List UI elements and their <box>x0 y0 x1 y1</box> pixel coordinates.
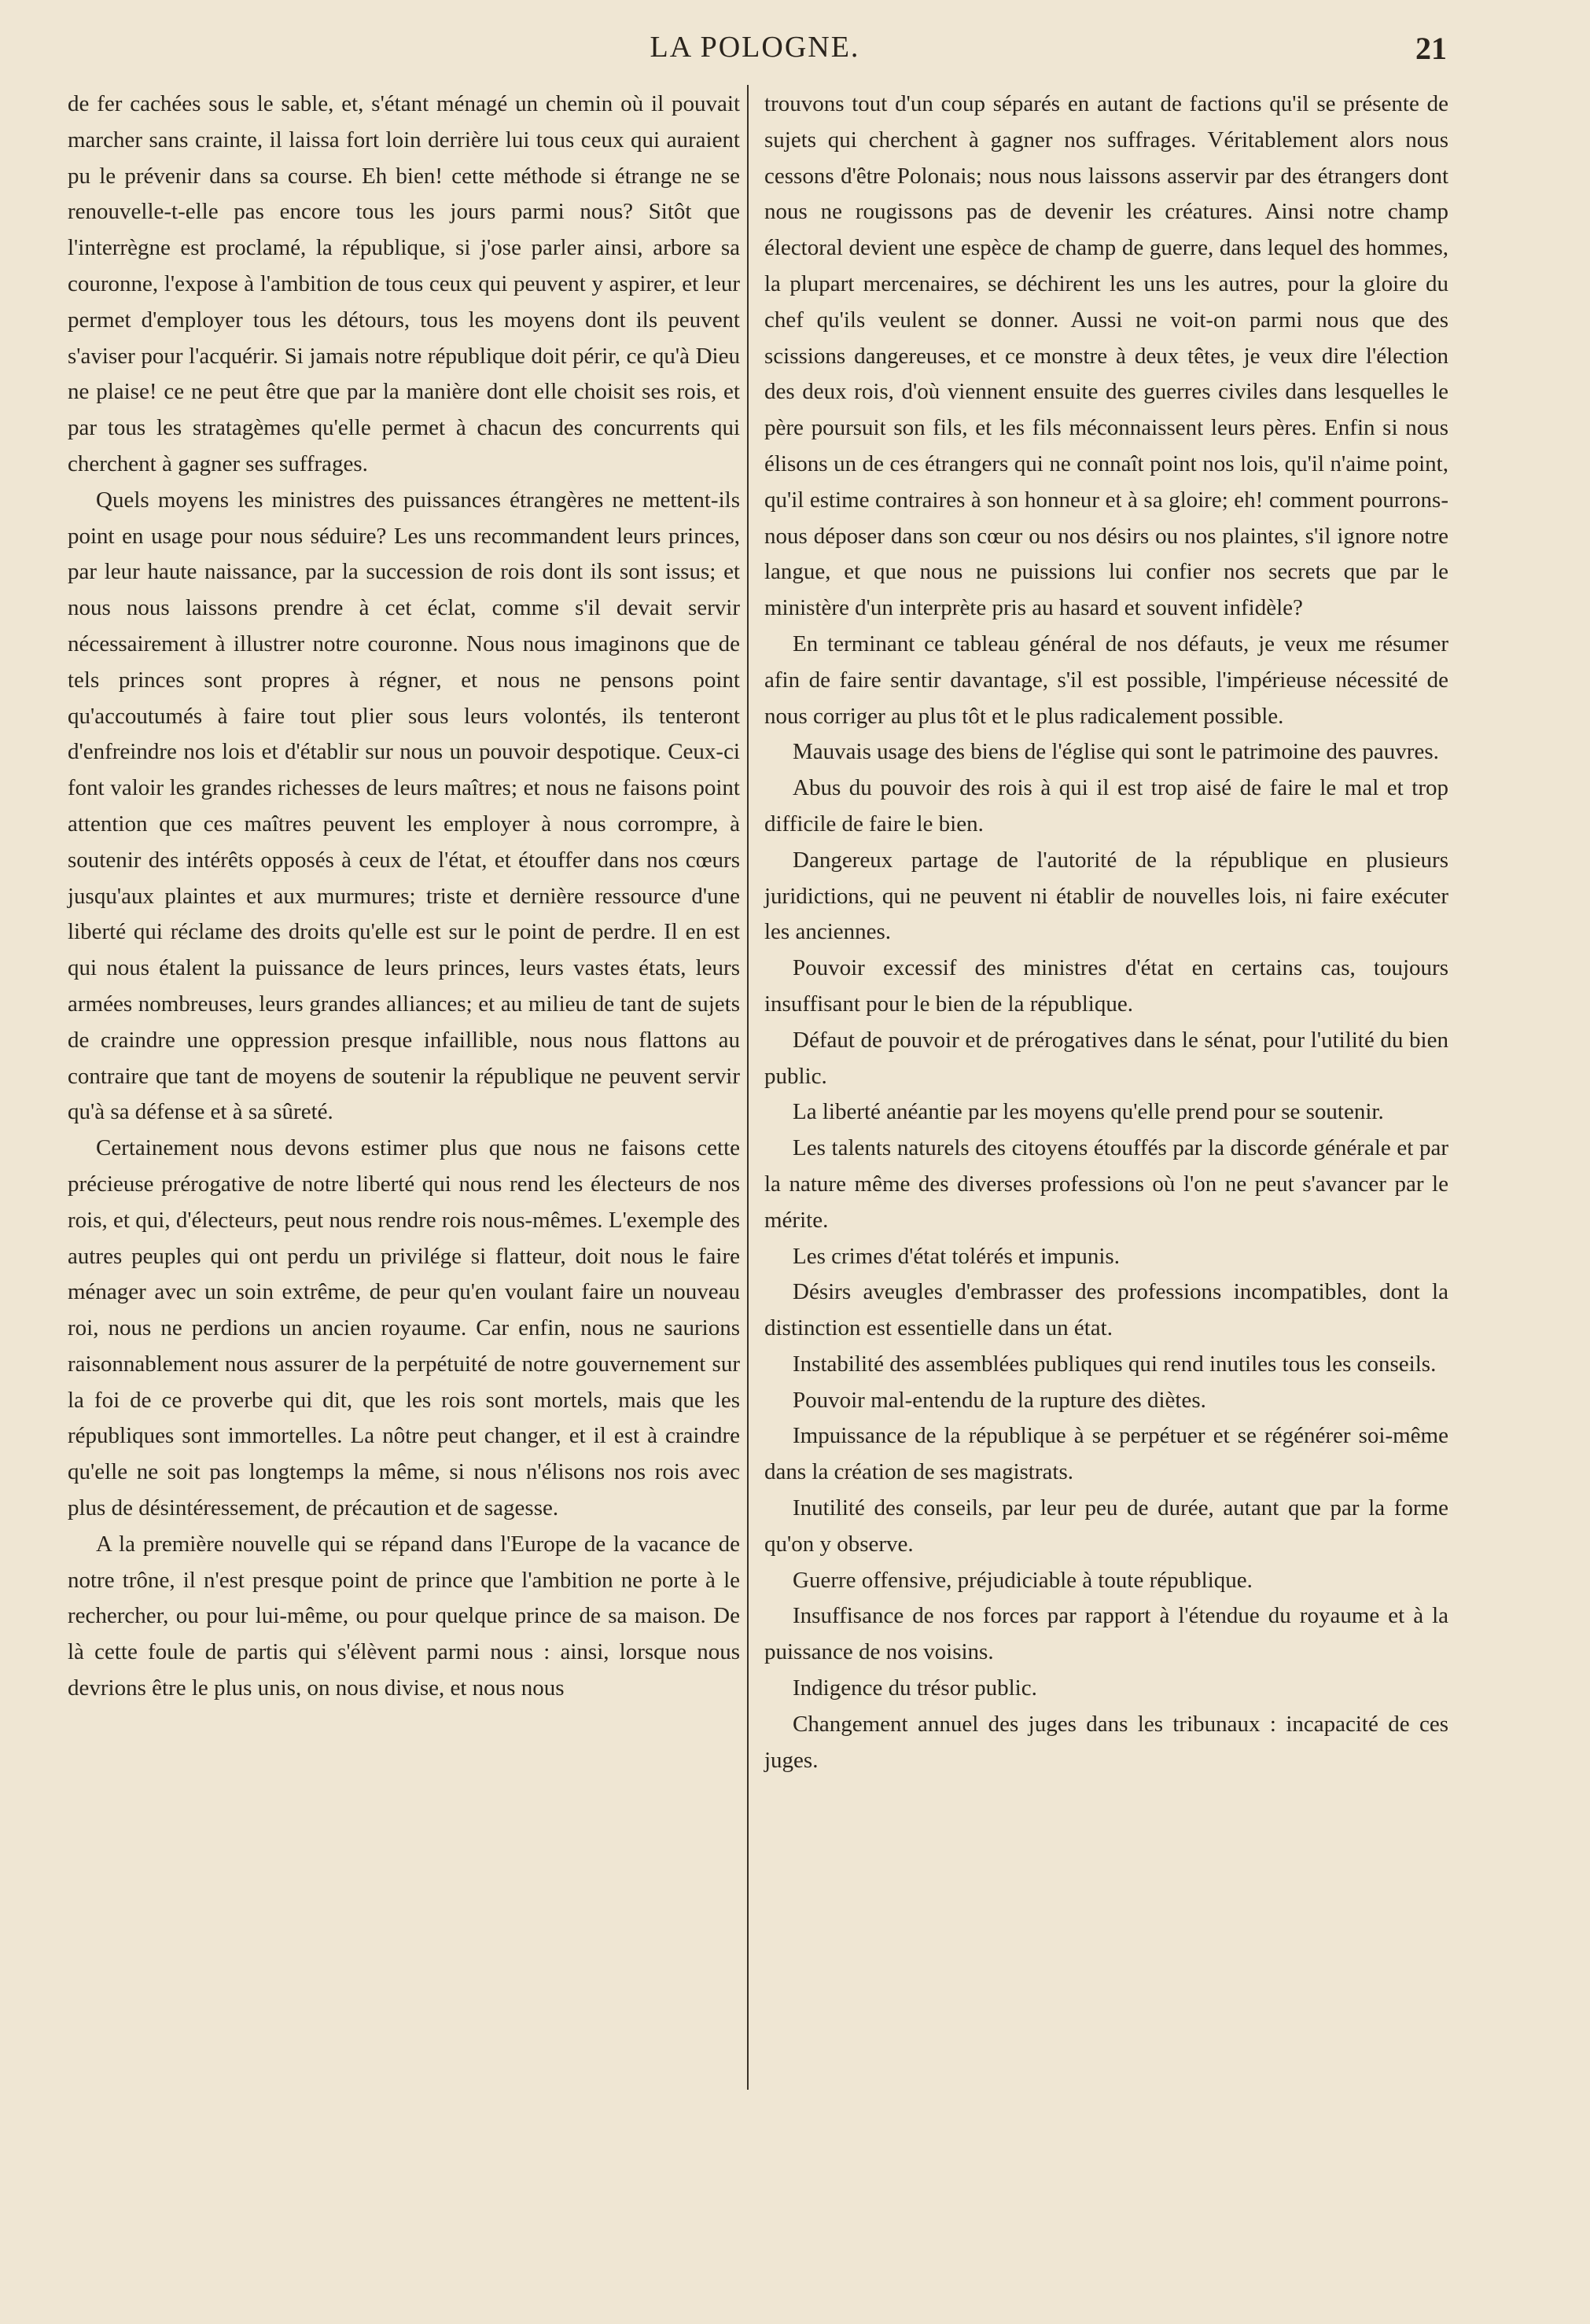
list-item: Pouvoir mal-entendu de la rupture des diètes. <box>793 1387 1206 1413</box>
list-item: Défaut de pouvoir et de prérogatives dans le sénat, pour l'utilité du bien public. <box>764 1027 1448 1089</box>
paragraph: Certainement nous devons estimer plus que nous ne faisons cette précieuse prérogative de notre liberté qui nous rend les électeurs de nos rois, et qui, d'électeurs, peut nous rendre rois nous-mêmes. L'exemple des autres peuples qui ont perdu un privilége si flatteur, doit nous le faire ménager avec un soin extrême, de peur qu'en voulant faire un nouveau roi, nous ne perdions un ancien royaume. Car enfin, nous ne saurions raisonnablement nous assurer de la perpétuité de notre gouvernement sur la foi de ce proverbe qui dit, que les rois sont mortels, mais que les républiques sont immortelles. La nôtre peut changer, et il est à craindre qu'elle ne soit pas longtemps la même, si nous n'élisons nos rois avec plus de désintéressement, de précaution et de sagesse. <box>68 1135 740 1521</box>
list-item: Mauvais usage des biens de l'église qui sont le patrimoine des pauvres. <box>793 739 1439 765</box>
paragraph: de fer cachées sous le sable, et, s'étant ménagé un chemin où il pouvait marcher sans crainte, il laissa fort loin derrière lui tous ceux qui auraient pu le prévenir dans sa course. Eh bien! cette méthode si étrange ne se renouvelle-t-elle pas encore tous les jours parmi nous? Sitôt que l'interrègne est proclamé, la république, si j'ose parler ainsi, arbore sa couronne, l'expose à l'ambition de tous ceux qui peuvent y aspirer, et leur permet d'employer tous les détours, tous les moyens dont ils peuvent s'aviser pour l'acquérir. Si jamais notre république doit périr, ce qu'à Dieu ne plaise! ce ne peut être que par la manière dont elle choisit ses rois, et par tous les stratagèmes qu'elle permet à chacun des concurrents qui cherchent à gagner ses suffrages. <box>68 91 740 476</box>
list-item: Indigence du trésor public. <box>793 1675 1037 1701</box>
list-item: La liberté anéantie par les moyens qu'elle prend pour se soutenir. <box>793 1099 1384 1125</box>
list-item: Inutilité des conseils, par leur peu de durée, autant que par la forme qu'on y observe. <box>764 1495 1448 1557</box>
column-divider <box>747 85 749 2090</box>
paragraph: trouvons tout d'un coup séparés en autant de factions qu'il se présente de sujets qui cherchent à gagner nos suffrages. Véritablement alors nous cessons d'être Polonais; nous nous laissons asservir par des étrangers dont nous ne rougissons pas de devenir les créatures. Ainsi notre champ électoral devient une espèce de champ de guerre, dans lequel des hommes, la plupart mercenaires, se déchirent les uns les autres, pour la gloire du chef qu'ils veulent se donner. Aussi ne voit-on parmi nous que des scissions dangereuses, et ce monstre à deux têtes, je veux dire l'élection des deux rois, d'où viennent ensuite des guerres civiles dans lesquelles le père poursuit son fils, et les fils méconnaissent leurs pères. Enfin si nous élisons un de ces étrangers qui ne connaît point nos lois, qu'il n'aime point, qu'il estime contraires à son honneur et à sa gloire; eh! comment pourrons-nous déposer dans son cœur ou nos désirs ou nos plaintes, s'il ignore notre langue, et que nous ne puissions lui confier nos secrets que par le ministère d'un interprète pris au hasard et souvent infidèle? <box>764 91 1448 621</box>
page-header <box>63 30 1447 66</box>
page-number: 21 <box>1415 31 1447 66</box>
list-item: Désirs aveugles d'embrasser des professions incompatibles, dont la distinction est essentielle dans un état. <box>764 1279 1448 1341</box>
list-item: Les crimes d'état tolérés et impunis. <box>793 1243 1120 1269</box>
list-item: Impuissance de la république à se perpétuer et se régénérer soi-même dans la création de ses magistrats. <box>764 1423 1448 1485</box>
paragraph: Quels moyens les ministres des puissances étrangères ne mettent-ils point en usage pour nous séduire? Les uns recommandent leurs princes, par leur haute naissance, par la succession de rois dont ils sont issus; et nous nous laissons prendre à cet éclat, comme s'il devait servir nécessairement à illustrer notre couronne. Nous nous imaginons que de tels princes sont propres à régner, et nous ne pensons point qu'accoutumés à faire tout plier sous leurs volontés, ils tenteront d'enfreindre nos lois et d'établir sur nous un pouvoir despotique. Ceux-ci font valoir les grandes richesses de leurs maîtres; et nous ne faisons point attention que ces maîtres peuvent les employer à nous corrompre, à soutenir des intérêts opposés à ceux de l'état, et étouffer dans nos cœurs jusqu'aux plaintes et aux murmures; triste et dernière ressource d'une liberté qui réclame des droits qu'elle est sur le point de perdre. Il en est qui nous étalent la puissance de leurs princes, leurs vastes états, leurs armées nombreuses, leurs grandes alliances; et au milieu de tant de sujets de craindre une oppression presque infaillible, nous nous flattons au contraire que tant de moyens de soutenir la république ne peuvent servir qu'à sa défense et à sa sûreté. <box>68 487 740 1125</box>
list-item: Insuffisance de nos forces par rapport à l'étendue du royaume et à la puissance de nos voisins. <box>764 1603 1448 1665</box>
list-item: Instabilité des assemblées publiques qui rend inutiles tous les conseils. <box>793 1351 1437 1377</box>
list-item: Dangereux partage de l'autorité de la république en plusieurs juridictions, qui ne peuvent ni établir de nouvelles lois, ni faire exécuter les anciennes. <box>764 847 1448 945</box>
running-title: LA POLOGNE. <box>650 31 860 64</box>
list-item: Guerre offensive, préjudiciable à toute république. <box>793 1567 1253 1593</box>
list-item: Pouvoir excessif des ministres d'état en certains cas, toujours insuffisant pour le bien de la république. <box>764 955 1448 1017</box>
right-column <box>764 86 1448 1778</box>
paragraph: En terminant ce tableau général de nos défauts, je veux me résumer afin de faire sentir davantage, s'il est possible, l'impérieuse nécessité de nous corriger au plus tôt et le plus radicalement possible. <box>764 631 1448 729</box>
list-item: Changement annuel des juges dans les tribunaux : incapacité de ces juges. <box>764 1711 1448 1773</box>
left-column <box>68 86 740 1707</box>
list-item: Les talents naturels des citoyens étouffés par la discorde générale et par la nature même des diverses professions où l'on ne peut s'avancer par le mérite. <box>764 1135 1448 1233</box>
list-item: Abus du pouvoir des rois à qui il est trop aisé de faire le mal et trop difficile de faire le bien. <box>764 775 1448 837</box>
paragraph: A la première nouvelle qui se répand dans l'Europe de la vacance de notre trône, il n'est presque point de prince que l'ambition ne porte à le rechercher, ou pour lui-même, ou pour quelque prince de sa maison. De là cette foule de partis qui s'élèvent parmi nous : ainsi, lorsque nous devrions être le plus unis, on nous divise, et nous nous <box>68 1531 740 1701</box>
